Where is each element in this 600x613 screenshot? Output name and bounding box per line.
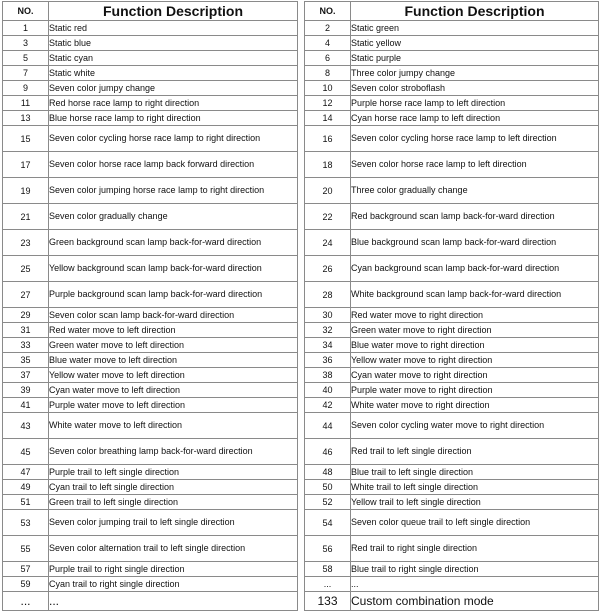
table-row — [305, 439, 599, 465]
row-description: Seven color gradually change — [49, 204, 298, 230]
row-number: 59 — [3, 577, 49, 592]
row-description: Yellow water move to left direction — [49, 368, 298, 383]
row-number: 27 — [3, 282, 49, 308]
row-number: 33 — [3, 338, 49, 353]
row-description: Seven color jumping horse race lamp to right direction — [49, 178, 298, 204]
row-number: 53 — [3, 510, 49, 536]
row-description: Purple trail to left single direction — [49, 465, 298, 480]
table-row — [3, 495, 298, 510]
table-row — [3, 480, 298, 495]
table-row — [3, 413, 298, 439]
row-number: 11 — [3, 96, 49, 111]
row-description: Yellow water move to right direction — [351, 353, 599, 368]
row-number: 47 — [3, 465, 49, 480]
row-description: Purple water move to left direction — [49, 398, 298, 413]
row-number: 39 — [3, 383, 49, 398]
row-number: 4 — [305, 36, 351, 51]
row-number: ... — [305, 577, 351, 592]
row-number: 37 — [3, 368, 49, 383]
row-description: White background scan lamp back-for-ward direction — [351, 282, 599, 308]
table-row — [305, 178, 599, 204]
row-description: Static blue — [49, 36, 298, 51]
row-description: Seven color stroboflash — [351, 81, 599, 96]
table-row — [305, 282, 599, 308]
header-no: NO. — [3, 2, 49, 21]
row-number: 13 — [3, 111, 49, 126]
function-table-right — [304, 1, 599, 611]
table-row — [3, 592, 298, 611]
table-body-left — [3, 21, 298, 611]
row-number: 52 — [305, 495, 351, 510]
row-number: 12 — [305, 96, 351, 111]
row-number: 15 — [3, 126, 49, 152]
table-row — [305, 562, 599, 577]
row-number: 22 — [305, 204, 351, 230]
row-number: 8 — [305, 66, 351, 81]
row-description: Purple horse race lamp to left direction — [351, 96, 599, 111]
row-description: Cyan water move to left direction — [49, 383, 298, 398]
row-number: 49 — [3, 480, 49, 495]
row-number: 58 — [305, 562, 351, 577]
row-number: 17 — [3, 152, 49, 178]
row-description: Cyan background scan lamp back-for-ward direction — [351, 256, 599, 282]
row-description: Seven color breathing lamp back-for-ward direction — [49, 439, 298, 465]
row-description: Seven color horse race lamp to left direction — [351, 152, 599, 178]
table-row — [3, 398, 298, 413]
row-description: ... — [351, 577, 599, 592]
row-number: 57 — [3, 562, 49, 577]
row-description: Blue horse race lamp to right direction — [49, 111, 298, 126]
row-number: 5 — [3, 51, 49, 66]
table-row — [3, 51, 298, 66]
row-description: Static cyan — [49, 51, 298, 66]
row-description: Yellow trail to left single direction — [351, 495, 599, 510]
row-description: Blue water move to right direction — [351, 338, 599, 353]
row-number: 16 — [305, 126, 351, 152]
table-row — [305, 495, 599, 510]
row-number: 6 — [305, 51, 351, 66]
row-description: Cyan trail to right single direction — [49, 577, 298, 592]
table-row — [3, 96, 298, 111]
table-row — [305, 204, 599, 230]
table-row — [3, 66, 298, 81]
table-row — [3, 204, 298, 230]
row-description: White water move to right direction — [351, 398, 599, 413]
row-description: Cyan trail to left single direction — [49, 480, 298, 495]
table-row — [3, 562, 298, 577]
row-number: 19 — [3, 178, 49, 204]
table-row — [305, 81, 599, 96]
table-row — [305, 230, 599, 256]
table-row — [3, 465, 298, 480]
row-description: Yellow background scan lamp back-for-ward direction — [49, 256, 298, 282]
row-number: 24 — [305, 230, 351, 256]
row-description: Green water move to right direction — [351, 323, 599, 338]
row-description: Seven color scan lamp back-for-ward direction — [49, 308, 298, 323]
row-description: Red horse race lamp to right direction — [49, 96, 298, 111]
row-number: 9 — [3, 81, 49, 96]
table-row — [305, 66, 599, 81]
table-row — [3, 439, 298, 465]
table-row — [305, 338, 599, 353]
table-row — [305, 21, 599, 36]
row-description: Seven color jumping trail to left single direction — [49, 510, 298, 536]
table-row — [305, 96, 599, 111]
table-row — [3, 178, 298, 204]
row-description: ... — [49, 592, 298, 611]
row-description: Seven color cycling horse race lamp to left direction — [351, 126, 599, 152]
row-number: 28 — [305, 282, 351, 308]
table-row — [3, 152, 298, 178]
table-row — [3, 308, 298, 323]
table-row — [3, 256, 298, 282]
row-number: 38 — [305, 368, 351, 383]
table-row — [305, 510, 599, 536]
table-row — [3, 577, 298, 592]
row-description: Seven color horse race lamp back forward direction — [49, 152, 298, 178]
row-number: 50 — [305, 480, 351, 495]
table-row — [305, 323, 599, 338]
row-number: 43 — [3, 413, 49, 439]
row-description: Seven color jumpy change — [49, 81, 298, 96]
row-description: Blue trail to left single direction — [351, 465, 599, 480]
row-number: 2 — [305, 21, 351, 36]
table-row — [3, 383, 298, 398]
table-row — [3, 36, 298, 51]
row-number: 34 — [305, 338, 351, 353]
table-row — [3, 353, 298, 368]
row-number: 36 — [305, 353, 351, 368]
table-row — [305, 536, 599, 562]
row-description: Cyan water move to right direction — [351, 368, 599, 383]
table-row — [305, 126, 599, 152]
table-row — [305, 368, 599, 383]
table-row — [3, 81, 298, 96]
row-number: 35 — [3, 353, 49, 368]
row-number: 31 — [3, 323, 49, 338]
header-row — [3, 2, 298, 21]
header-function-description: Function Description — [49, 2, 298, 21]
row-number: 30 — [305, 308, 351, 323]
table-row — [3, 338, 298, 353]
row-description: Seven color queue trail to left single direction — [351, 510, 599, 536]
row-description: Cyan horse race lamp to left direction — [351, 111, 599, 126]
row-number: 1 — [3, 21, 49, 36]
row-number: 14 — [305, 111, 351, 126]
table-row — [3, 536, 298, 562]
row-description: Seven color cycling horse race lamp to right direction — [49, 126, 298, 152]
row-description: Custom combination mode — [351, 592, 599, 611]
row-description: Blue water move to left direction — [49, 353, 298, 368]
row-number: 42 — [305, 398, 351, 413]
row-description: Purple water move to right direction — [351, 383, 599, 398]
row-description: Purple trail to right single direction — [49, 562, 298, 577]
table-row — [305, 36, 599, 51]
row-description: Purple background scan lamp back-for-ward direction — [49, 282, 298, 308]
table-row — [3, 282, 298, 308]
table-row — [305, 480, 599, 495]
row-description: Red trail to left single direction — [351, 439, 599, 465]
row-description: Red water move to right direction — [351, 308, 599, 323]
row-description: Red background scan lamp back-for-ward direction — [351, 204, 599, 230]
row-number: 133 — [305, 592, 351, 611]
row-number: 3 — [3, 36, 49, 51]
row-description: Seven color alternation trail to left single direction — [49, 536, 298, 562]
header-no: NO. — [305, 2, 351, 21]
row-number: 26 — [305, 256, 351, 282]
table-row — [305, 256, 599, 282]
row-number: 18 — [305, 152, 351, 178]
row-number: 46 — [305, 439, 351, 465]
row-number: 45 — [3, 439, 49, 465]
row-description: Three color gradually change — [351, 178, 599, 204]
table-row — [305, 413, 599, 439]
row-description: Seven color cycling water move to right direction — [351, 413, 599, 439]
row-description: Three color jumpy change — [351, 66, 599, 81]
table-row — [3, 323, 298, 338]
row-number: 7 — [3, 66, 49, 81]
row-description: White water move to left direction — [49, 413, 298, 439]
row-number: 21 — [3, 204, 49, 230]
table-row — [3, 21, 298, 36]
row-description: Green water move to left direction — [49, 338, 298, 353]
table-row — [305, 152, 599, 178]
row-description: Static yellow — [351, 36, 599, 51]
table-row — [305, 398, 599, 413]
row-number: 56 — [305, 536, 351, 562]
row-description: Red water move to left direction — [49, 323, 298, 338]
row-number: 10 — [305, 81, 351, 96]
row-description: Red trail to right single direction — [351, 536, 599, 562]
table-row — [3, 230, 298, 256]
row-number: 40 — [305, 383, 351, 398]
row-description: Static red — [49, 21, 298, 36]
row-description: Static purple — [351, 51, 599, 66]
table-row — [305, 592, 599, 611]
row-description: Blue background scan lamp back-for-ward direction — [351, 230, 599, 256]
row-number: 51 — [3, 495, 49, 510]
row-number: 54 — [305, 510, 351, 536]
table-row — [305, 577, 599, 592]
table-row — [305, 465, 599, 480]
row-description: Green trail to left single direction — [49, 495, 298, 510]
table-row — [305, 308, 599, 323]
row-number: 25 — [3, 256, 49, 282]
table-row — [305, 383, 599, 398]
row-number: 48 — [305, 465, 351, 480]
table-row — [305, 111, 599, 126]
table-body-right — [305, 21, 599, 611]
function-table-left — [2, 1, 298, 611]
row-description: Static green — [351, 21, 599, 36]
table-row — [3, 126, 298, 152]
row-number: 23 — [3, 230, 49, 256]
row-number: 20 — [305, 178, 351, 204]
row-number: ... — [3, 592, 49, 611]
table-row — [305, 51, 599, 66]
row-number: 32 — [305, 323, 351, 338]
row-number: 29 — [3, 308, 49, 323]
table-row — [3, 111, 298, 126]
header-row — [305, 2, 599, 21]
row-number: 41 — [3, 398, 49, 413]
row-number: 55 — [3, 536, 49, 562]
header-function-description: Function Description — [351, 2, 599, 21]
row-description: Static white — [49, 66, 298, 81]
row-number: 44 — [305, 413, 351, 439]
table-row — [3, 368, 298, 383]
table-row — [3, 510, 298, 536]
table-row — [305, 353, 599, 368]
row-description: White trail to left single direction — [351, 480, 599, 495]
row-description: Green background scan lamp back-for-ward direction — [49, 230, 298, 256]
row-description: Blue trail to right single direction — [351, 562, 599, 577]
